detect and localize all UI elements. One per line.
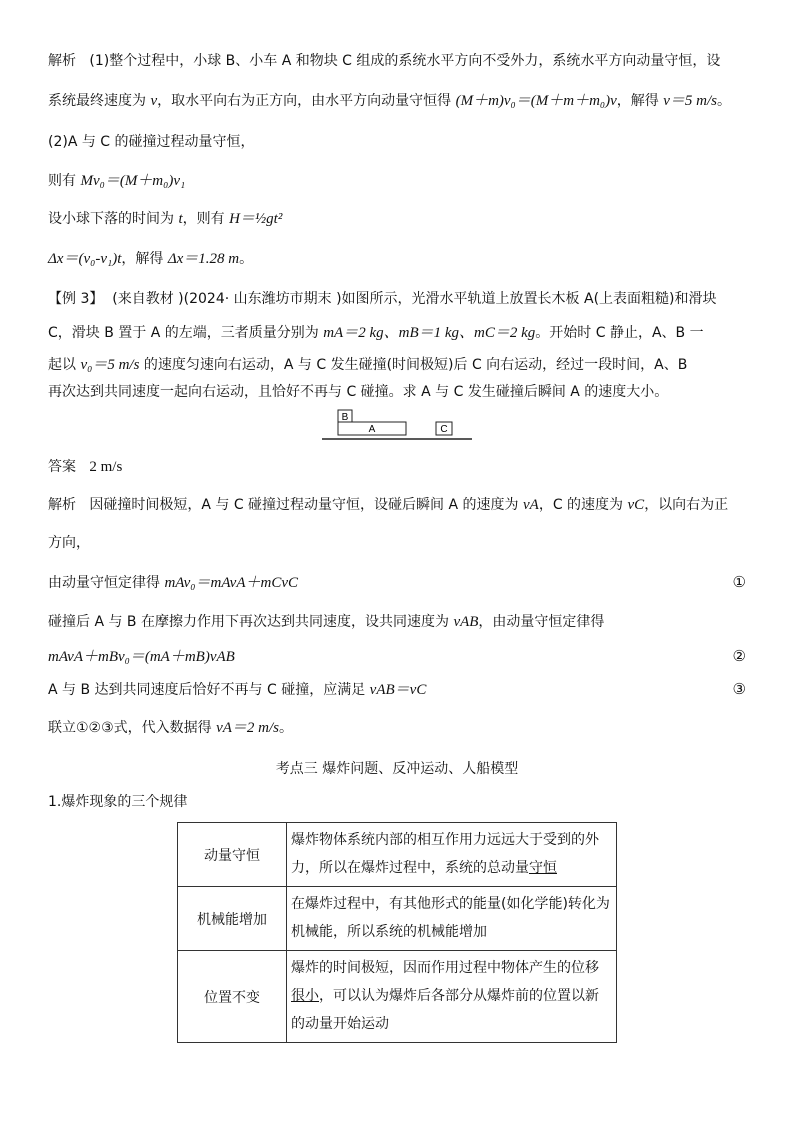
table-row <box>178 823 617 887</box>
text: ，取水平向右为正方向，由水平方向动量守恒得 <box>157 93 452 109</box>
analysis2-line1 <box>48 495 728 515</box>
text: C，滑块 B 置于 A 的左端，三者质量分别为 <box>48 325 319 341</box>
text: ，以向右为正 <box>644 497 729 513</box>
subsection-title: 1.爆炸现象的三个规律 <box>48 794 188 810</box>
example3-figure <box>322 408 472 442</box>
initial-velocity: v₀＝5 m/s <box>80 357 140 373</box>
text: ，C 的速度为 <box>538 497 624 513</box>
text: ，解得 <box>616 93 659 109</box>
row-key: 位置不变 <box>178 951 287 1043</box>
row-text <box>287 823 617 887</box>
var-vc: vC <box>627 497 645 513</box>
answer-label: 答案 <box>48 459 76 475</box>
analysis1-line3: (2)A 与 C 的碰撞过程动量守恒， <box>48 134 255 150</box>
example3-line4: 再次达到共同速度一起向右运动，且恰好不再与 C 碰撞。求 A 与 C 发生碰撞后瞬间 A 的速度大小。 <box>48 384 669 400</box>
text: 因碰撞时间极短，A 与 C 碰撞过程动量守恒，设碰后瞬间 A 的速度为 <box>89 497 519 513</box>
result-v: v＝5 m/s <box>663 93 717 109</box>
var-vab: vAB <box>453 614 479 630</box>
analysis1-text: (1)整个过程中，小球 B、小车 A 和物块 C 组成的系统水平方向不受外力，系统水平方向动量守恒，设 <box>89 53 721 69</box>
text: 在爆炸过程中，有其他形式的能量(如化学能)转化为机械能，所以系统的机械能增加 <box>291 896 610 940</box>
explosion-rules-table <box>177 822 617 1043</box>
collision-equation: Mv₀＝(M＋m₀)v₁ <box>80 173 186 189</box>
answer-value: 2 m/s <box>89 459 123 475</box>
text: ，由动量守恒定律得 <box>478 614 605 630</box>
answer-line <box>48 457 122 477</box>
text: 系统最终速度为 <box>48 93 146 109</box>
equation-number-2: ② <box>732 647 746 665</box>
label-b: B <box>341 412 349 423</box>
fall-equation: H＝½gt² <box>229 211 283 227</box>
analysis2-line6 <box>48 680 426 700</box>
equation-2: mAvA＋mBv₀＝(mA＋mB)vAB <box>48 649 235 665</box>
analysis2-line7 <box>48 718 293 738</box>
text: 设小球下落的时间为 <box>48 211 174 227</box>
displacement-result: Δx＝1.28 m <box>167 251 240 267</box>
text: ，则有 <box>182 211 225 227</box>
analysis2-line5 <box>48 647 235 667</box>
displacement-equation: Δx＝(v₀-v₁)t <box>48 251 122 267</box>
underlined-text: 守恒 <box>529 860 557 876</box>
var-va: vA <box>523 497 539 513</box>
section-title: 考点三 爆炸问题、反冲运动、人船模型 <box>275 761 519 777</box>
equation-3: vAB＝vC <box>369 682 427 698</box>
analysis1-line5 <box>48 209 282 229</box>
text: (来自教材 )(2024· 山东潍坊市期末 )如图所示，光滑水平轨道上放置长木板 A(上表面粗糙)和滑块 <box>112 291 717 307</box>
row-text <box>287 887 617 951</box>
text: 。开始时 C 静止，A、B 一 <box>535 325 704 341</box>
var-t: t <box>178 211 183 227</box>
text: 的速度匀速向右运动，A 与 C 发生碰撞(时间极短)后 C 向右运动，经过一段时间，A、B <box>143 357 688 373</box>
var-v: v <box>150 93 158 109</box>
text: 爆炸物体系统内部的相互作用力远远大于受到的外力，所以在爆炸过程中，系统的总动量 <box>291 832 599 876</box>
analysis2-line4 <box>48 612 604 632</box>
text: ，可以认为爆炸后各部分从爆炸前的位置以新的动量开始运动 <box>291 988 599 1032</box>
equation-number-3: ③ <box>732 680 746 698</box>
analysis-label: 解析 <box>48 497 76 513</box>
table-row <box>178 887 617 951</box>
underlined-text: 很小 <box>291 988 319 1004</box>
row-key: 动量守恒 <box>178 823 287 887</box>
analysis2-line3 <box>48 573 298 593</box>
text: 联立①②③式，代入数据得 <box>48 720 212 736</box>
text: 碰撞后 A 与 B 在摩擦力作用下再次达到共同速度，设共同速度为 <box>48 614 449 630</box>
equation-number-1: ① <box>732 573 746 591</box>
example-tag: 【例 3】 <box>48 291 104 307</box>
final-result: vA＝2 m/s <box>216 720 280 736</box>
text: 。 <box>279 720 294 736</box>
label-c: C <box>440 424 448 435</box>
text: 爆炸的时间极短，因而作用过程中物体产生的位移 <box>291 960 599 976</box>
momentum-equation: (M＋m)v₀＝(M＋m＋m₀)v <box>455 93 617 109</box>
row-key: 机械能增加 <box>178 887 287 951</box>
text: ，解得 <box>121 251 164 267</box>
analysis1-line1 <box>48 51 720 71</box>
equation-1: mAv₀＝mAvA＋mCvC <box>164 575 298 591</box>
row-text <box>287 951 617 1043</box>
text: 。 <box>239 251 254 267</box>
analysis-label: 解析 <box>48 53 76 69</box>
analysis1-line4 <box>48 171 185 191</box>
example3-line2 <box>48 323 704 343</box>
table-row <box>178 951 617 1043</box>
analysis1-line2 <box>48 91 731 111</box>
label-a: A <box>368 424 376 435</box>
masses: mA＝2 kg、mB＝1 kg、mC＝2 kg <box>323 325 536 341</box>
text: 。 <box>717 93 731 109</box>
example3-line1 <box>48 289 717 309</box>
text: 由动量守恒定律得 <box>48 575 160 591</box>
text: 则有 <box>48 173 76 189</box>
text: 起以 <box>48 357 76 373</box>
text: A 与 B 达到共同速度后恰好不再与 C 碰撞，应满足 <box>48 682 366 698</box>
analysis1-line6 <box>48 249 253 269</box>
analysis2-line2: 方向， <box>48 535 90 551</box>
example3-line3 <box>48 355 687 375</box>
